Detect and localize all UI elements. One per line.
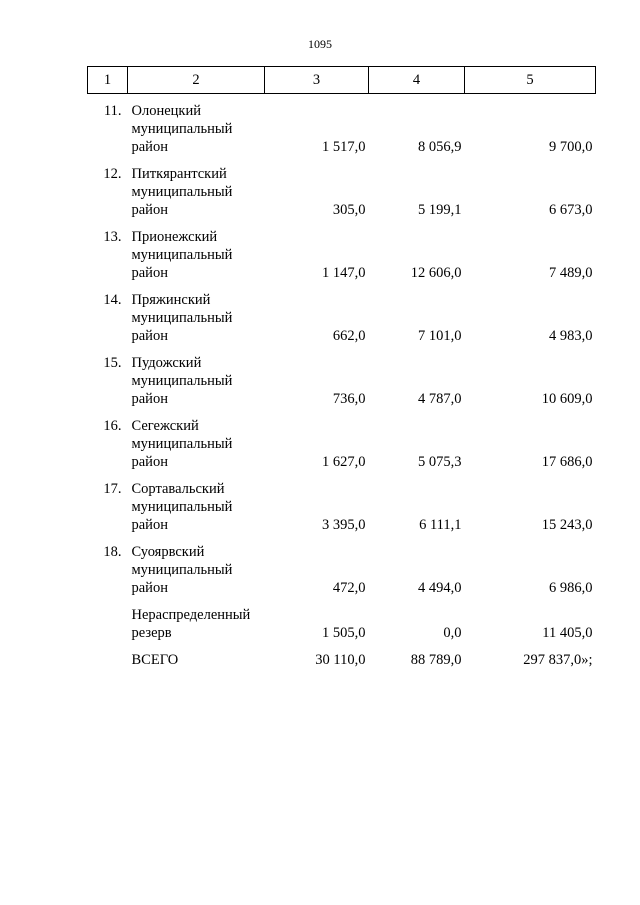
value-col-5: [465, 597, 596, 642]
district-name-text: Пряжинский муниципальный район: [131, 292, 233, 344]
value-col-3-text: 305,0: [332, 202, 366, 218]
value-col-5-text: 10 609,0: [541, 391, 593, 407]
row-number: [88, 408, 128, 471]
table-row: [88, 345, 596, 408]
value-col-4-text: 7 101,0: [418, 328, 462, 344]
district-name: [128, 597, 265, 642]
value-col-3: [265, 642, 369, 669]
row-number: [88, 471, 128, 534]
row-number: [88, 597, 128, 642]
row-number-text: 18.: [103, 544, 122, 560]
value-col-4: [369, 156, 465, 219]
value-col-3-text: 3 395,0: [322, 517, 366, 533]
value-col-3: [265, 408, 369, 471]
row-number: [88, 219, 128, 282]
value-col-5: [465, 408, 596, 471]
district-name-text: Олонецкий муниципальный район: [131, 103, 233, 155]
district-name: [128, 642, 265, 669]
header-col-1: 1: [88, 67, 128, 94]
district-name: [128, 156, 265, 219]
value-col-5-text: 17 686,0: [541, 454, 593, 470]
value-col-5: [465, 345, 596, 408]
header-col-3: 3: [265, 67, 369, 94]
value-col-3-text: 662,0: [332, 328, 366, 344]
value-col-4-text: 6 111,1: [419, 517, 462, 533]
value-col-3: [265, 471, 369, 534]
value-col-3: [265, 597, 369, 642]
district-name-text: Питкярантский муниципальный район: [131, 166, 233, 218]
table-row: [88, 94, 596, 157]
table-row: [88, 597, 596, 642]
district-name: [128, 94, 265, 157]
district-name-text: Нераспределенный резерв: [131, 607, 251, 641]
table-header: [88, 67, 596, 94]
value-col-3-text: 1 505,0: [322, 625, 366, 641]
district-name-text: Сегежский муниципальный район: [131, 418, 233, 470]
value-col-3: [265, 345, 369, 408]
value-col-4: [369, 282, 465, 345]
header-col-4: 4: [369, 67, 465, 94]
page-number: 1095: [308, 37, 332, 51]
district-name: [128, 219, 265, 282]
value-col-4-text: 12 606,0: [410, 265, 462, 281]
district-name: [128, 345, 265, 408]
district-name: [128, 282, 265, 345]
row-number: [88, 642, 128, 669]
row-number-text: 16.: [103, 418, 122, 434]
value-col-3: [265, 282, 369, 345]
value-col-4: [369, 408, 465, 471]
row-number: [88, 156, 128, 219]
value-col-5-text: 9 700,0: [549, 139, 593, 155]
value-col-5: [465, 94, 596, 157]
value-col-5: [465, 156, 596, 219]
value-col-5: [465, 471, 596, 534]
value-col-5: [465, 219, 596, 282]
district-name-text: Прионежский муниципальный район: [131, 229, 233, 281]
value-col-4-text: 4 494,0: [418, 580, 462, 596]
header-row: [88, 67, 596, 94]
value-col-4-text: 4 787,0: [418, 391, 462, 407]
value-col-3-text: 472,0: [332, 580, 366, 596]
value-col-5-text: 6 673,0: [549, 202, 593, 218]
value-col-4: [369, 345, 465, 408]
value-col-5: [465, 534, 596, 597]
value-col-4: [369, 534, 465, 597]
row-number-text: 12.: [103, 166, 122, 182]
value-col-3: [265, 94, 369, 157]
table-row: [88, 642, 596, 669]
row-number: [88, 534, 128, 597]
value-col-3-text: 1 147,0: [322, 265, 366, 281]
value-col-4-text: 5 075,3: [418, 454, 462, 470]
value-col-5-text: 6 986,0: [549, 580, 593, 596]
row-number: [88, 94, 128, 157]
budget-table: [87, 66, 596, 669]
value-col-5-text: 11 405,0: [542, 625, 593, 641]
value-col-5: [465, 642, 596, 669]
value-col-4-text: 8 056,9: [418, 139, 462, 155]
row-number-text: 15.: [103, 355, 122, 371]
value-col-5-text: 4 983,0: [549, 328, 593, 344]
district-name: [128, 408, 265, 471]
table-row: [88, 219, 596, 282]
district-name: [128, 534, 265, 597]
value-col-4: [369, 597, 465, 642]
table-row: [88, 282, 596, 345]
value-col-4-text: 0,0: [443, 625, 462, 641]
value-col-3: [265, 219, 369, 282]
row-number-text: 17.: [103, 481, 122, 497]
district-name-text: Суоярвский муниципальный район: [131, 544, 233, 596]
value-col-3-text: 30 110,0: [315, 652, 366, 668]
value-col-4-text: 88 789,0: [410, 652, 462, 668]
district-name-text: Пудожский муниципальный район: [131, 355, 233, 407]
value-col-5-text: 297 837,0»;: [523, 652, 593, 668]
district-name-text: Сортавальский муниципальный район: [131, 481, 233, 533]
value-col-5-text: 15 243,0: [541, 517, 593, 533]
row-number-text: 11.: [103, 103, 122, 119]
value-col-3: [265, 534, 369, 597]
value-col-3-text: 736,0: [332, 391, 366, 407]
value-col-3: [265, 156, 369, 219]
district-name-text: ВСЕГО: [131, 652, 179, 668]
value-col-4: [369, 94, 465, 157]
table-row: [88, 534, 596, 597]
table-body: [88, 94, 596, 670]
table-row: [88, 471, 596, 534]
header-col-5: 5: [465, 67, 596, 94]
value-col-4: [369, 219, 465, 282]
table-row: [88, 408, 596, 471]
value-col-3-text: 1 517,0: [322, 139, 366, 155]
value-col-5: [465, 282, 596, 345]
header-col-2: 2: [128, 67, 265, 94]
row-number-text: 14.: [103, 292, 122, 308]
value-col-3-text: 1 627,0: [322, 454, 366, 470]
row-number: [88, 345, 128, 408]
value-col-5-text: 7 489,0: [549, 265, 593, 281]
district-name: [128, 471, 265, 534]
value-col-4: [369, 471, 465, 534]
row-number: [88, 282, 128, 345]
row-number-text: 13.: [103, 229, 122, 245]
table-row: [88, 156, 596, 219]
value-col-4-text: 5 199,1: [418, 202, 462, 218]
value-col-4: [369, 642, 465, 669]
